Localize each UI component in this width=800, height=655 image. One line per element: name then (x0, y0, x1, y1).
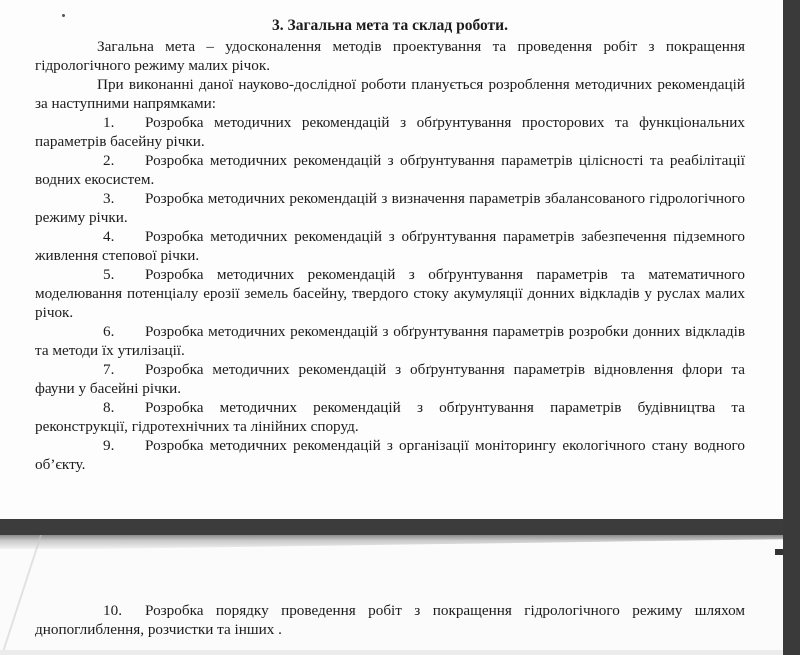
list-item-text: Розробка методичних рекомендацій з обґрунтування параметрів відновлення флори та фауни у басейні річки. (35, 361, 745, 397)
page-2 (0, 535, 783, 655)
list-item-number: 5. (103, 266, 115, 283)
list-item-3 (35, 189, 745, 227)
list-item-6 (35, 322, 745, 360)
list-item-2 (35, 151, 745, 189)
list-item-text: Розробка методичних рекомендацій з обґрунтування просторових та функціональних параметрів басейну річки. (35, 114, 745, 150)
page-edge-mark (775, 549, 783, 555)
list-item-number: 10. (103, 602, 122, 619)
list-item-number: 4. (103, 228, 115, 245)
list-item-10 (35, 601, 745, 639)
list-item-text: Розробка методичних рекомендацій з організації моніторингу екологічного стану водного об’єкту. (35, 437, 745, 473)
list-item-number: 7. (103, 361, 115, 378)
list-item-8 (35, 398, 745, 436)
list-item-7 (35, 360, 745, 398)
list-item-number: 2. (103, 152, 115, 169)
list-item-number: 3. (103, 190, 115, 207)
list-item-1 (35, 113, 745, 151)
list-item-text: Розробка методичних рекомендацій з обґрунтування параметрів та математичного моделювання потенціалу ерозії земель басейну, твердого стоку акумуляції донних відкладів у руслах малих річок. (35, 266, 745, 321)
list-item-number: 6. (103, 323, 115, 340)
list-item-text: Розробка методичних рекомендацій з обґрунтування параметрів цілісності та реабілітації водних екосистем. (35, 152, 745, 188)
list-item-text: Розробка методичних рекомендацій з обґрунтування параметрів будівництва та реконструкції, гідротехнічних та лінійних споруд. (35, 399, 745, 435)
list-item-text: Розробка порядку проведення робіт з покращення гідрологічного режиму шляхом днопоглиблення, розчистки та інших . (35, 602, 745, 638)
list-item-text: Розробка методичних рекомендацій з обґрунтування параметрів забезпечення підземного живлення степової річки. (35, 228, 745, 264)
list-item-number: 8. (103, 399, 115, 416)
list-item-9 (35, 436, 745, 474)
list-item-4 (35, 227, 745, 265)
page-1-content (35, 16, 745, 474)
page-2-content (35, 601, 745, 639)
section-title: 3. Загальна мета та склад роботи. (272, 17, 508, 34)
list-item-text: Розробка методичних рекомендацій з обґрунтування параметрів розробки донних відкладів та методи їх утилізації. (35, 323, 745, 359)
paragraph-intro: При виконанні даної науково-дослідної роботи планується розроблення методичних рекомендацій за наступними напрямками: (35, 76, 745, 112)
list-item-number: 1. (103, 114, 115, 131)
viewer-right-gutter (783, 0, 800, 655)
list-item-5 (35, 265, 745, 322)
viewer-bottom-edge (0, 650, 783, 655)
paragraph-goal: Загальна мета – удосконалення методів проектування та проведення робіт з покращення гідрологічного режиму малих річок. (35, 38, 745, 74)
list-item-text: Розробка методичних рекомендацій з визначення параметрів збалансованого гідрологічного режиму річки. (35, 190, 745, 226)
list-item-number: 9. (103, 437, 115, 454)
page-curl-shadow (0, 535, 783, 549)
